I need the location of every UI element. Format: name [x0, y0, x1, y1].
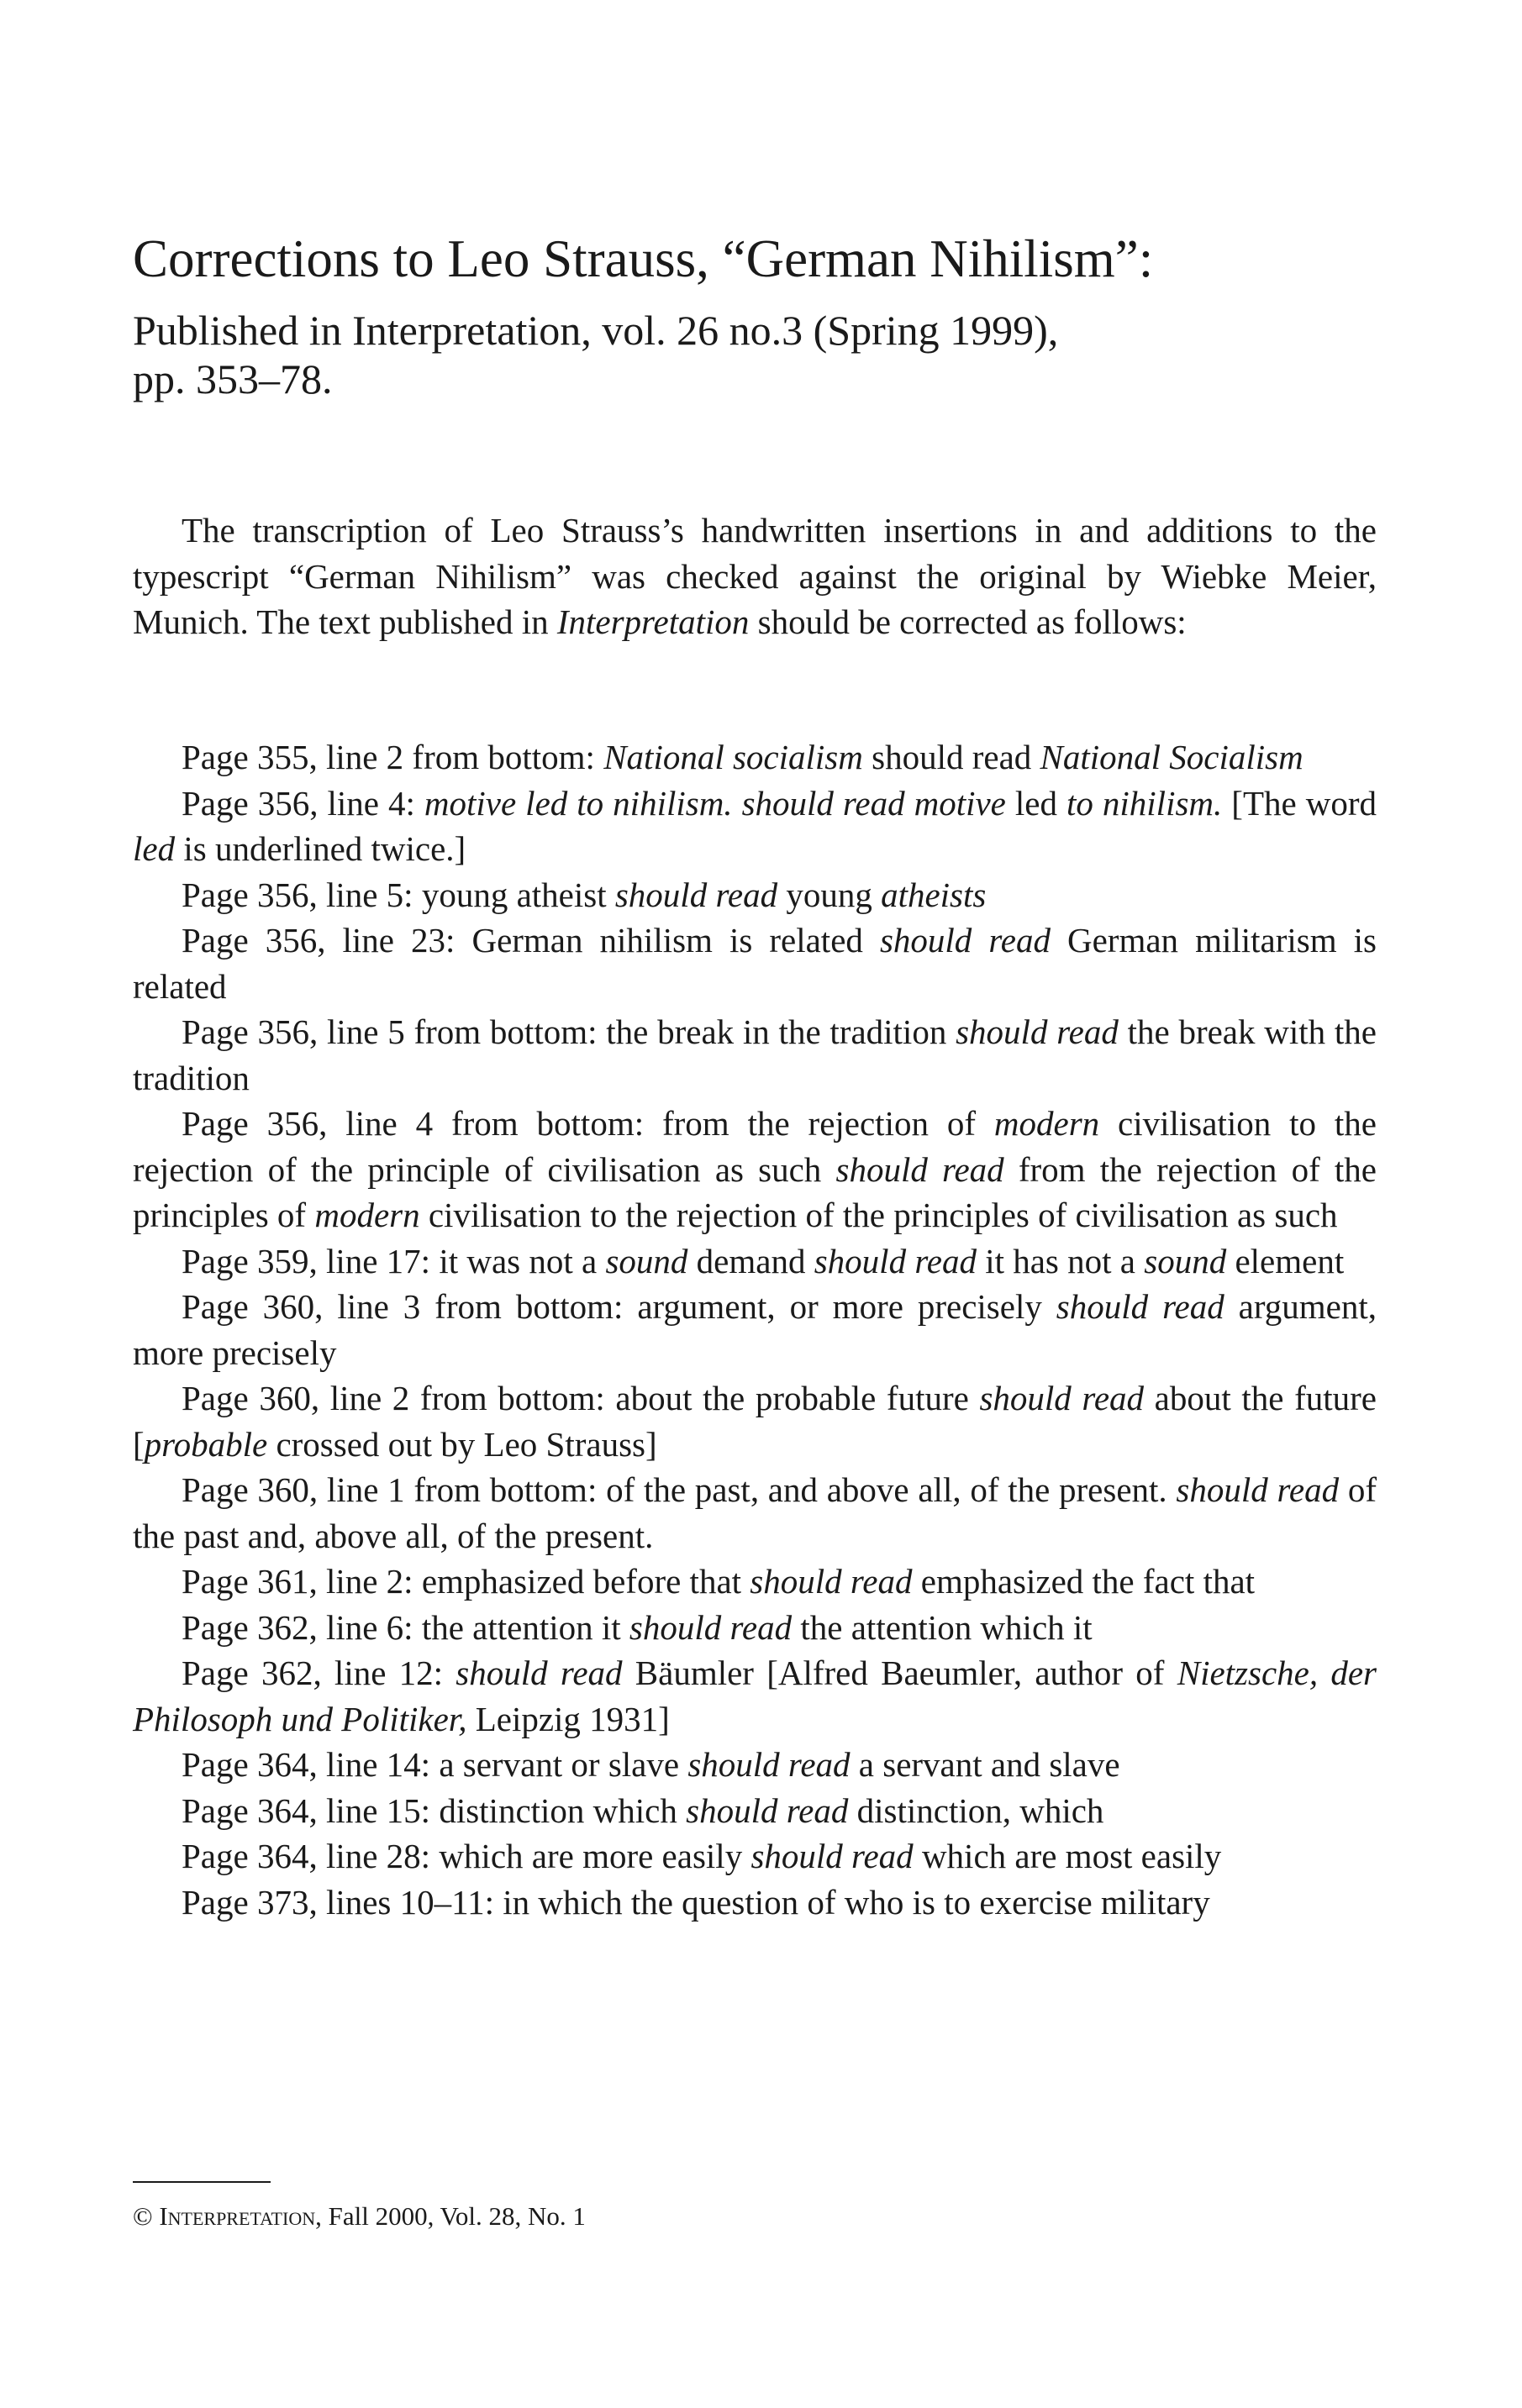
correction-italic-text: should read — [614, 875, 778, 914]
corrections-list — [133, 734, 1377, 1925]
intro-text-before: The transcription of Leo Strauss’s handwritten insertions in and additions to the typescript “German Nihilism” was checked against the original by Wiebke Meier, Munich. The text published in — [133, 511, 1377, 641]
correction-italic-text: National Socialism — [1040, 738, 1303, 776]
correction-entry — [133, 1650, 1377, 1742]
correction-text: Page 356, line 23: German nihilism is related — [182, 921, 880, 960]
correction-italic-text: should read — [979, 1379, 1145, 1417]
correction-text: of the past and, above all, of the present. — [133, 1470, 1377, 1555]
correction-text: should read — [862, 738, 1040, 776]
correction-text: Page 356, line 4: — [182, 783, 424, 823]
correction-entry — [133, 1605, 1377, 1651]
correction-text: it has not a — [976, 1241, 1145, 1280]
correction-entry — [133, 1788, 1377, 1834]
correction-italic-text: should read — [956, 1012, 1119, 1051]
correction-italic-text: should read — [687, 1745, 851, 1784]
correction-italic-text: sound — [605, 1241, 688, 1280]
correction-italic-text: should read — [686, 1790, 849, 1830]
correction-text: Page 359, line 17: it was not a — [182, 1241, 606, 1280]
publication-citation — [133, 306, 1183, 403]
footer-copyright — [133, 2200, 973, 2233]
correction-entry — [133, 1833, 1377, 1880]
intro-italic-journal: Interpretation — [556, 602, 750, 641]
correction-text: emphasized the fact that — [912, 1562, 1256, 1601]
correction-text: Page 364, line 14: a servant or slave — [182, 1745, 688, 1784]
correction-text: civilisation to the rejection of the principle of civilisation as such — [133, 1104, 1377, 1189]
correction-entry — [133, 1375, 1377, 1467]
correction-text: young — [777, 875, 882, 914]
correction-entry — [133, 1742, 1377, 1788]
correction-text: Page 364, line 28: which are more easily — [182, 1837, 751, 1875]
correction-text: which are most easily — [913, 1837, 1222, 1875]
correction-italic-text: should read — [456, 1654, 623, 1692]
citation-line-2: pp. 353–78. — [133, 355, 333, 402]
correction-text: crossed out by Leo Strauss] — [267, 1424, 657, 1464]
correction-italic-text: should read — [814, 1241, 977, 1280]
correction-italic-text: motive led to nihilism. should read motive — [424, 783, 1006, 823]
correction-text: Page 362, line 6: the attention it — [182, 1607, 629, 1647]
correction-italic-text: to nihilism. — [1066, 783, 1223, 823]
correction-italic-text: atheists — [881, 875, 987, 914]
correction-entry — [133, 1467, 1377, 1559]
correction-italic-text: should read — [1176, 1470, 1340, 1509]
correction-text: element — [1226, 1241, 1345, 1280]
correction-text: Page 364, line 15: distinction which — [182, 1790, 687, 1830]
correction-entry — [133, 1284, 1377, 1375]
correction-italic-text: sound — [1144, 1241, 1227, 1280]
correction-text: Page 360, line 1 from bottom: of the past, and above all, of the present. — [182, 1470, 1177, 1509]
correction-entry — [133, 1101, 1377, 1238]
correction-text: led — [1005, 783, 1066, 823]
correction-italic-text: should read — [1056, 1287, 1224, 1326]
correction-italic-text: should read — [835, 1149, 1004, 1189]
correction-italic-text: Nietzsche, der Philosoph und Politiker, — [133, 1654, 1377, 1738]
correction-entry — [133, 1238, 1377, 1285]
correction-text: Bäumler [Alfred Baeumler, author of — [622, 1654, 1177, 1692]
correction-italic-text: National socialism — [603, 738, 863, 776]
journal-name: Interpretation, — [159, 2201, 322, 2231]
correction-text: Page 355, line 2 from bottom: — [182, 738, 604, 776]
correction-text: a servant and slave — [850, 1745, 1120, 1784]
page-title: Corrections to Leo Strauss, “German Nihilism”: — [133, 229, 1154, 288]
correction-text: Page 356, line 5 from bottom: the break in the tradition — [182, 1012, 956, 1051]
correction-entry — [133, 1009, 1377, 1101]
correction-text: Page 356, line 4 from bottom: from the rejection of — [182, 1104, 994, 1143]
correction-entry — [133, 1880, 1377, 1926]
copyright-symbol: © — [133, 2201, 153, 2231]
correction-text: Page 360, line 3 from bottom: argument, or more precisely — [182, 1287, 1056, 1326]
correction-text: Page 361, line 2: emphasized before that — [182, 1562, 750, 1601]
correction-text: Page 360, line 2 from bottom: about the probable future — [182, 1379, 980, 1417]
correction-text: distinction, which — [848, 1790, 1104, 1830]
correction-text: [The word — [1222, 783, 1377, 823]
correction-italic-text: modern — [993, 1104, 1100, 1143]
citation-line-1: Published in Interpretation, vol. 26 no.3 (Spring 1999), — [133, 307, 1059, 354]
correction-text: Page 373, lines 10–11: in which the question of who is to exercise military — [182, 1882, 1210, 1922]
correction-text: demand — [687, 1241, 814, 1280]
correction-italic-text: should read — [879, 921, 1051, 960]
correction-entry — [133, 781, 1377, 872]
correction-text: Page 356, line 5: young atheist — [182, 875, 615, 914]
correction-text: about the future [ — [133, 1379, 1377, 1464]
correction-text: German militarism is related — [133, 921, 1377, 1006]
correction-italic-text: probable — [144, 1424, 268, 1464]
correction-entry — [133, 1559, 1377, 1605]
correction-text: Page 362, line 12: — [182, 1654, 456, 1692]
correction-text: argument, more precisely — [133, 1287, 1377, 1372]
correction-italic-text: modern — [314, 1196, 420, 1234]
correction-italic-text: should read — [750, 1562, 913, 1601]
correction-entry — [133, 734, 1377, 781]
correction-entry — [133, 917, 1377, 1009]
intro-text-after: should be corrected as follows: — [749, 602, 1187, 641]
correction-text: civilisation to the rejection of the principles of civilisation as such — [419, 1196, 1338, 1234]
correction-text: the break with the tradition — [133, 1012, 1377, 1097]
correction-entry — [133, 872, 1377, 918]
correction-text: is underlined twice.] — [175, 829, 466, 868]
correction-italic-text: led — [133, 829, 176, 868]
issue-info: Fall 2000, Vol. 28, No. 1 — [328, 2201, 586, 2231]
correction-text: from the rejection of the principles of — [133, 1149, 1377, 1234]
correction-text: the attention which it — [792, 1607, 1093, 1647]
correction-italic-text: should read — [629, 1607, 793, 1647]
intro-paragraph — [133, 507, 1377, 645]
correction-italic-text: should read — [750, 1837, 914, 1875]
footnote-rule — [133, 2181, 271, 2183]
correction-text: Leipzig 1931] — [466, 1699, 670, 1738]
